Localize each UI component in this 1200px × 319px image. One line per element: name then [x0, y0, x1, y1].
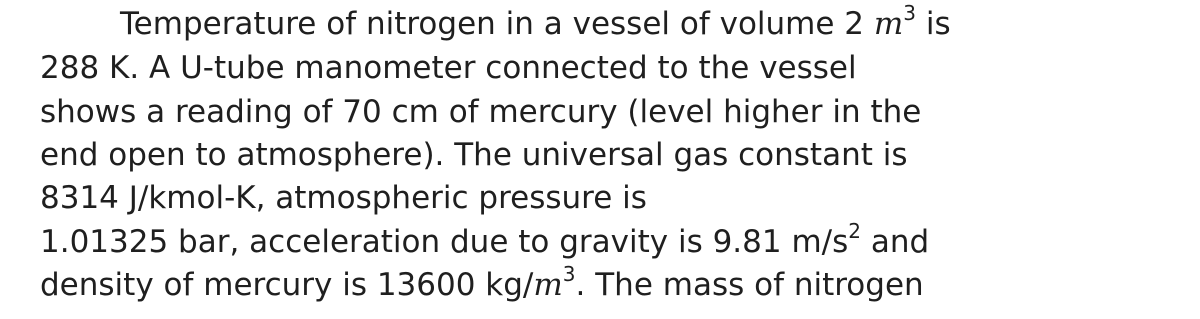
- line-6-text: 1.01325 bar, acceleration due to gravity is 9.81 m/s: [40, 224, 849, 260]
- volume-unit-exponent: 3: [903, 0, 917, 25]
- problem-line-1: [120, 0, 951, 42]
- line-7-tail: . The mass of nitrogen: [575, 267, 924, 303]
- density-unit-variable: m: [533, 267, 563, 303]
- line-7-text: density of mercury is 13600 kg/: [40, 267, 534, 303]
- line-6-tail: and: [860, 224, 930, 260]
- problem-line-3: shows a reading of 70 cm of mercury (level higher in the: [40, 94, 922, 130]
- volume-unit-variable: m: [873, 6, 904, 42]
- line-1-tail: is: [916, 6, 951, 42]
- problem-line-7: [40, 261, 924, 303]
- problem-line-6: [40, 218, 930, 260]
- density-unit-exponent: 3: [562, 261, 576, 286]
- line-1-text: Temperature of nitrogen in a vessel of volume 2: [120, 6, 874, 42]
- gravity-unit-exponent: 2: [848, 218, 861, 243]
- problem-line-5: 8314 J/kmol-K, atmospheric pressure is: [40, 180, 647, 216]
- problem-line-2: 288 K. A U-tube manometer connected to the vessel: [40, 50, 857, 86]
- problem-line-4: end open to atmosphere). The universal gas constant is: [40, 137, 908, 173]
